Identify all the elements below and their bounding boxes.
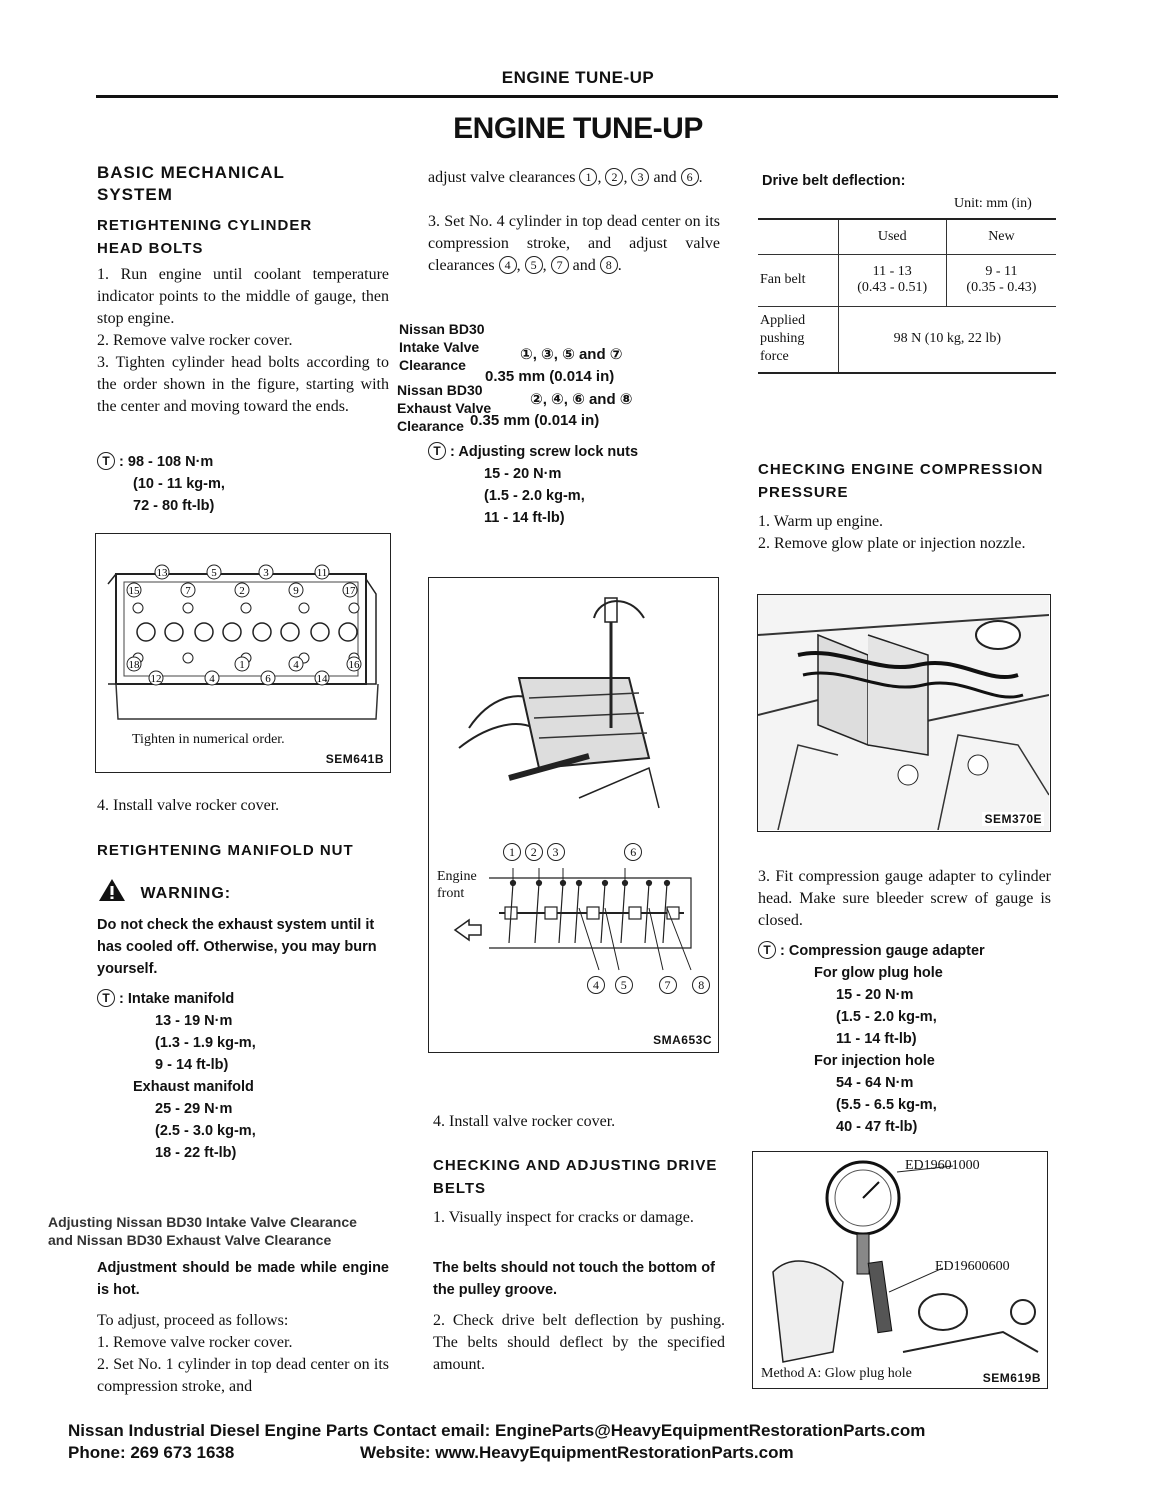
bolt-label: 4 [209,673,215,685]
fan-used-1: 11 - 13 [872,264,912,279]
bolt-label: 14 [316,673,328,685]
glow-torque-1: 15 - 20 N·m [836,987,914,1003]
figure-note: Tighten in numerical order. [132,732,285,747]
gauge-part-1: ED19601000 [905,1158,980,1173]
valve-number: 1 [503,843,521,861]
bolt-label: 4 [293,659,299,671]
intake-overlay-2: Intake Valve [399,339,480,355]
figure-code: SEM370E [984,812,1042,826]
adjust-intro: To adjust, proceed as follows: [97,1312,289,1329]
comp-step-1: 1. Warm up engine. [758,513,884,530]
force-label-2: pushing [760,331,805,347]
figure-cylinder-head [95,533,391,773]
figure-code: SEM619B [982,1371,1041,1385]
cyl-torque-spec: T : 98 - 108 N·m (10 - 11 kg-m, 72 - 80 ft-lb) [97,451,357,517]
intake-valves: ①, ③, ⑤ and ⑦ [520,346,623,363]
bolt-label: 2 [239,585,245,597]
force-value: 98 N (10 kg, 22 lb) [838,306,1056,372]
valve-layout-diagram [429,868,717,988]
engine-top-drawing [758,595,1049,830]
inj-torque-1: 54 - 64 N·m [836,1075,914,1091]
exhaust-torque-1: 25 - 29 N·m [155,1101,233,1117]
install-cover-step-2: 4. Install valve rocker cover. [433,1113,616,1130]
locknut-torque-1: 15 - 20 N·m [484,466,562,482]
intake-clearance-value: 0.35 mm (0.014 in) [485,368,615,385]
figure-code: SEM641B [325,752,384,766]
exhaust-torque-2: (2.5 - 3.0 kg-m, [155,1123,256,1139]
fan-new-2: (0.35 - 0.43) [966,280,1037,295]
bolt-label: 12 [150,673,162,685]
figure-engine-top [757,594,1051,832]
belts-step-1: 1. Visually inspect for cracks or damage. [433,1209,694,1226]
cyl-torque-1: 98 - 108 N·m [127,454,214,470]
footer-website: Website: www.HeavyEquipmentRestorationParts.com [360,1443,794,1462]
manifold-heading: RETIGHTENING MANIFOLD NUT [97,842,354,859]
cyl-torque-3: 72 - 80 ft-lb) [133,498,215,514]
intake-overlay-label [399,320,485,374]
valve-number: 8 [600,256,618,274]
table-head-new: New [946,220,1056,254]
belts-heading: CHECKING AND ADJUSTING DRIVE BELTS [433,1157,718,1197]
bolt-label: 5 [211,567,217,579]
force-label-1: Applied [760,313,806,329]
belts-step-2: 2. Check drive belt deflection by pushing. The belts should deflect by the specified amount. [433,1312,725,1373]
warning-icon [97,877,127,903]
adapter-label: Compression gauge adapter [788,943,985,959]
compression-step-3: 3. Fit compression gauge adapter to cylinder head. Make sure bleeder screw of gauge is closed. [758,868,1051,929]
running-title: ENGINE TUNE-UP [501,68,655,87]
cyl-torque-2: (10 - 11 kg-m, [133,476,225,492]
arrow-left-icon [455,920,481,940]
warning-label: WARNING: [140,885,232,902]
bolt-label: 6 [265,673,271,685]
method-label: Method A: Glow plug hole [761,1366,912,1381]
valve-number: 4 [587,976,605,994]
torque-icon: T [758,941,776,959]
table-head-used: Used [838,220,946,254]
glow-torque-2: (1.5 - 2.0 kg-m, [836,1009,937,1025]
exhaust-overlay-2: Exhaust Valve [397,400,492,416]
intake-torque-2: (1.3 - 1.9 kg-m, [155,1035,256,1051]
bolt-label: 7 [185,585,191,597]
cyl-heading: RETIGHTENING CYLINDER HEAD BOLTS [97,217,313,257]
cyl-steps [97,264,389,418]
valve-cont-text: adjust valve clearances 1 , 2 , 3 and 6 . [428,169,703,186]
adjust-procedure [97,1310,389,1398]
valve-number: 3 [631,168,649,186]
bolt-label: 18 [128,659,140,671]
valve-number: 3 [547,843,565,861]
force-label-cell [758,306,838,372]
deflection-title: Drive belt deflection: [762,173,906,189]
page-title: ENGINE TUNE-UP [453,112,703,145]
intake-torque-3: 9 - 14 ft-lb) [155,1057,229,1073]
valve-number: 8 [692,976,710,994]
fig2-top-numbers [503,843,642,862]
valve-adjustment-drawing [429,578,717,828]
overlay-caption-1: Adjusting Nissan BD30 Intake Valve Clearance [48,1214,357,1230]
exhaust-overlay-3: Clearance [397,418,464,434]
valve-number: 7 [659,976,677,994]
footer-phone: Phone: 269 673 1638 [68,1443,235,1462]
overlay-caption-2: and Nissan BD30 Exhaust Valve Clearance [48,1232,332,1248]
footer-line-1: Nissan Industrial Diesel Engine Parts Contact email: EngineParts@HeavyEquipmentRestorationParts.com [68,1421,926,1440]
inj-torque-3: 40 - 47 ft-lb) [836,1119,918,1135]
cyl-step-1: 1. Run engine until coolant temperature indicator points to the middle of gauge, then stop engine. [97,266,389,327]
valve-number: 1 [579,168,597,186]
unit-label: Unit: mm (in) [954,196,1032,211]
bolt-label: 1 [239,659,245,671]
intake-overlay-1: Nissan BD30 [399,321,485,337]
bolt-label: 3 [263,567,269,579]
and-word: and [572,257,596,274]
fan-belt-label: Fan belt [760,272,806,287]
injection-label: For injection hole [814,1053,935,1069]
glow-label: For glow plug hole [814,965,943,981]
install-cover-step: 4. Install valve rocker cover. [97,797,280,814]
locknut-torque-2: (1.5 - 2.0 kg-m, [484,488,585,504]
compression-heading: CHECKING ENGINE COMPRESSION PRESSURE [758,461,1044,501]
bolt-label: 16 [348,659,360,671]
valve-number: 5 [525,256,543,274]
exhaust-torque-3: 18 - 22 ft-lb) [155,1145,237,1161]
bolt-label: 9 [293,585,299,597]
header-rule [96,95,1058,98]
gauge-part-2: ED19600600 [935,1259,1010,1274]
valve-number: 2 [605,168,623,186]
compression-steps [758,511,1051,555]
manifold-torque-spec: T : Intake manifold 13 - 19 N·m (1.3 - 1.9 kg-m, 9 - 14 ft-lb) Exhaust manifold 25 - 29 N·m (2.5 - 3.0 kg-m, 18 - 22 ft-lb) [97,988,397,1164]
cyl-step-3: 3. Tighten cylinder head bolts according to the order shown in the figure, starting with the center and moving toward the ends. [97,354,389,415]
overlay-caption [48,1213,357,1249]
valve-number: 6 [681,168,699,186]
step3-text: 3. Set No. 4 cylinder in top dead center on its compression stroke, and adjust valve clearances [428,213,720,274]
bolt-label: 15 [128,585,140,597]
engine-front-2: front [437,886,465,901]
fan-new-cell [946,254,1056,306]
bolt-label: 17 [344,585,356,597]
belts-note: The belts should not touch the bottom of the pulley groove. [433,1260,715,1298]
and-word: and [653,169,677,186]
cont-text: adjust valve clearances [428,169,576,186]
valve-step-3: 3. Set No. 4 cylinder in top dead center on its compression stroke, and adjust valve clearances 4 , 5 , 7 and 8 . [428,213,720,274]
fan-used-cell [838,254,946,306]
exhaust-overlay-1: Nissan BD30 [397,382,483,398]
engine-front-1: Engine [437,869,477,884]
valve-number: 7 [551,256,569,274]
intake-overlay-3: Clearance [399,357,466,373]
deflection-table [758,218,1056,374]
force-label-3: force [760,349,789,365]
valve-number: 5 [615,976,633,994]
fig2-bottom-numbers [587,976,710,995]
figure-code: SMA653C [653,1033,712,1047]
exhaust-clearance-value: 0.35 mm (0.014 in) [470,412,600,429]
comp-step-2: 2. Remove glow plate or injection nozzle. [758,535,1026,552]
locknut-torque-3: 11 - 14 ft-lb) [484,510,565,526]
warning-text: Do not check the exhaust system until it has cooled off. Otherwise, you may burn yourself. [97,917,377,977]
locknut-label: Adjusting screw lock nuts [458,444,639,460]
adapter-torque-spec: T : Compression gauge adapter For glow plug hole 15 - 20 N·m (1.5 - 2.0 kg-m, 11 - 14 ft-lb) For injection hole 54 - 64 N·m (5.5 - 6.5 kg-m, 40 - 47 ft-lb) [758,940,1058,1138]
adjust-step-1: 1. Remove valve rocker cover. [97,1334,293,1351]
warning-row [97,877,231,907]
bolt-label: 11 [316,567,328,579]
exhaust-valves: ②, ④, ⑥ and ⑧ [530,391,633,408]
table-head-blank [758,220,838,254]
adjust-step-2: 2. Set No. 1 cylinder in top dead center on its compression stroke, and [97,1356,389,1395]
locknut-torque-spec: T : Adjusting screw lock nuts 15 - 20 N·m (1.5 - 2.0 kg-m, 11 - 14 ft-lb) [428,441,728,529]
exhaust-manifold-label: Exhaust manifold [133,1079,254,1095]
figure-compression-gauge [752,1151,1048,1389]
valve-number: 4 [499,256,517,274]
cyl-step-2: 2. Remove valve rocker cover. [97,332,293,349]
figure-valve-adjustment [428,577,719,1053]
glow-torque-3: 11 - 14 ft-lb) [836,1031,917,1047]
bolt-label: 13 [156,567,168,579]
adjust-note: Adjustment should be made while engine is hot. [97,1260,389,1298]
torque-icon: T [428,442,446,460]
valve-number: 6 [624,843,642,861]
inj-torque-2: (5.5 - 6.5 kg-m, [836,1097,937,1113]
intake-torque-1: 13 - 19 N·m [155,1013,233,1029]
intake-manifold-label: Intake manifold [127,991,235,1007]
torque-icon: T [97,452,115,470]
fan-new-1: 9 - 11 [985,264,1018,279]
fan-used-2: (0.43 - 0.51) [857,280,928,295]
section-heading: BASIC MECHANICAL SYSTEM [97,163,285,204]
valve-number: 2 [525,843,543,861]
torque-icon: T [97,989,115,1007]
